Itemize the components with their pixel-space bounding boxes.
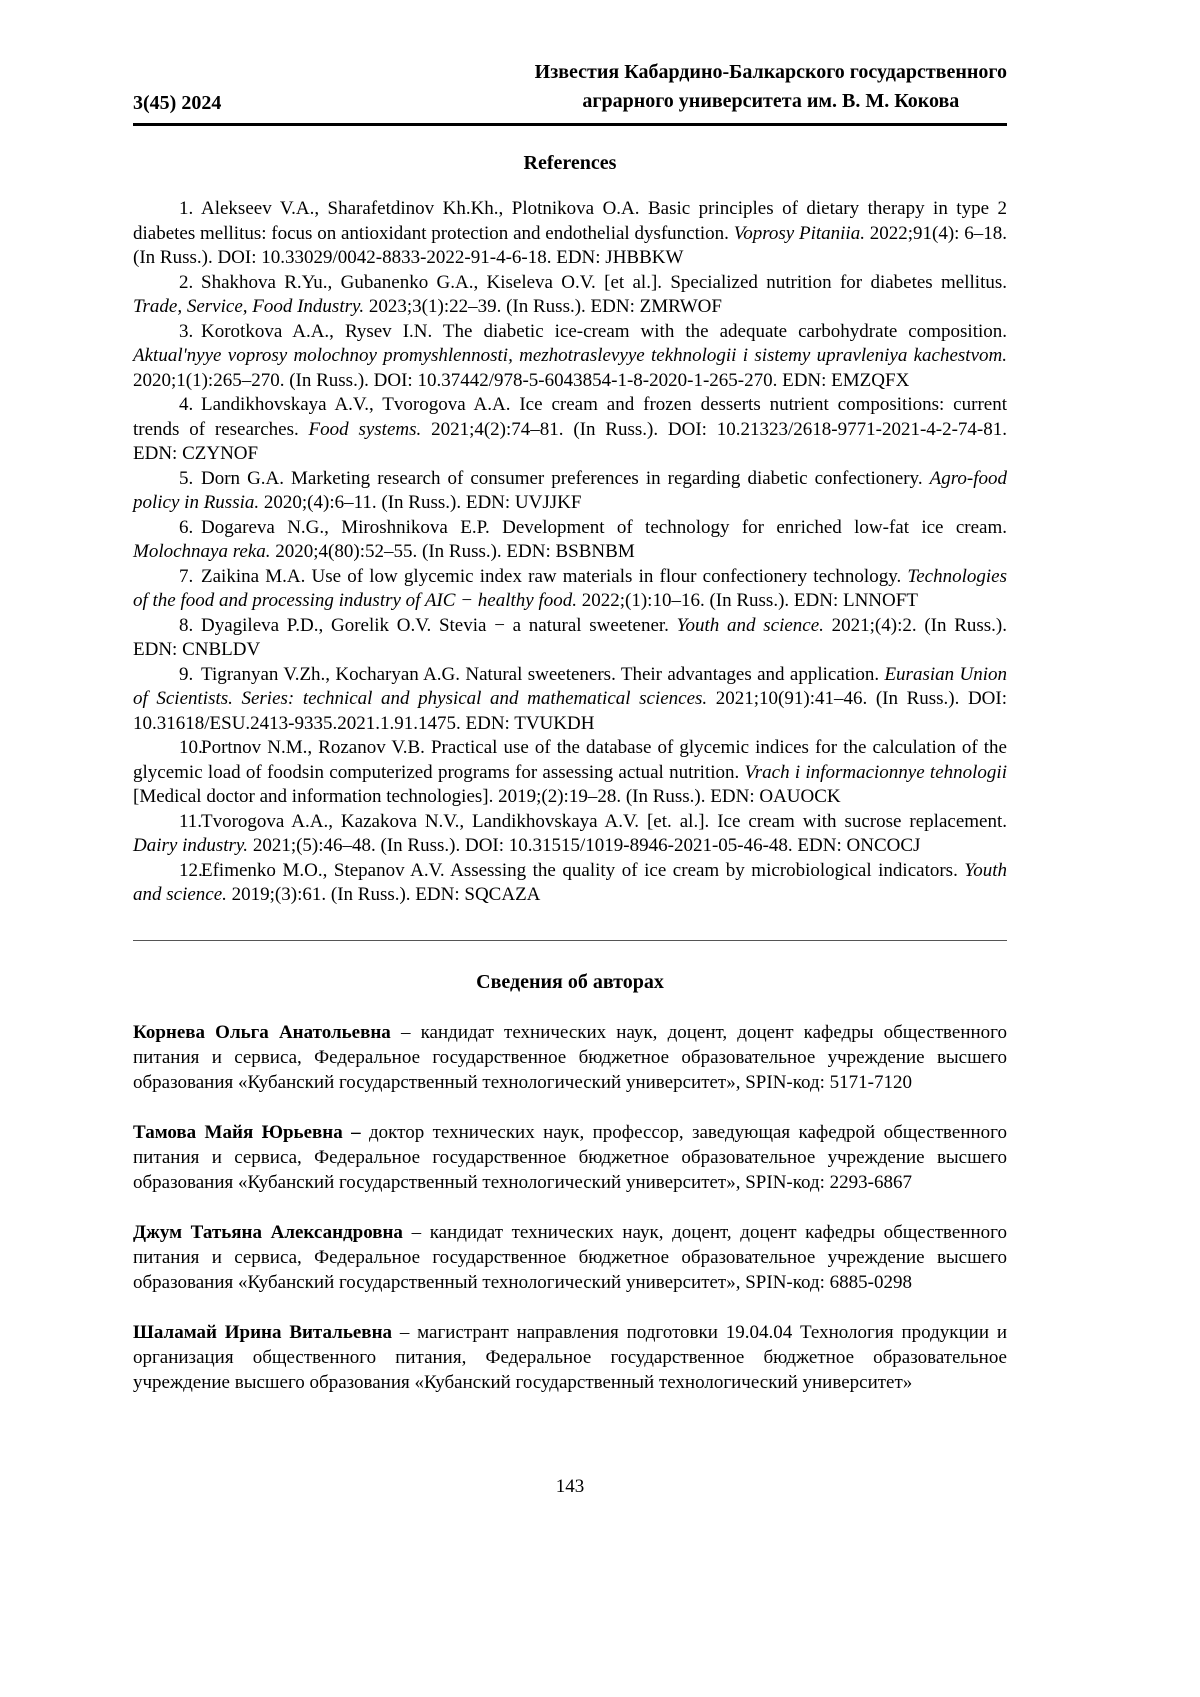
reference-item xyxy=(133,467,1007,516)
references-heading: References xyxy=(523,152,617,174)
journal-name: Food systems. xyxy=(308,418,422,440)
author-name: Тамова Майя Юрьевна – xyxy=(133,1121,370,1143)
reference-number: 2. xyxy=(179,271,194,293)
journal-name: Vrach i informacionnye tehnologii xyxy=(744,761,1007,783)
reference-item xyxy=(133,736,1007,810)
text-segment: Shakhova R.Yu., Gubanenko G.A., Kiseleva O.V. [et al.]. Specialized nutrition for diabetes mellitus. xyxy=(201,271,1007,293)
page-header xyxy=(133,58,1007,116)
author-item xyxy=(133,1220,1007,1295)
text-segment: 2019;(3):61. (In Russ.). EDN: SQCAZA xyxy=(226,884,541,905)
reference-item xyxy=(133,197,1007,271)
journal-name: Technologies of the food and processing industry of AIC − healthy food. xyxy=(133,565,1007,611)
text-segment: доктор технических наук, профессор, заведующая кафедрой общественного питания и сервиса, Федеральное государственное бюджетное образовательное учреждение высшего образования «Кубанский государственный технологический университет», SPIN-код: 2293-6867 xyxy=(133,1121,1007,1193)
header-rule xyxy=(133,123,1007,126)
journal-name: Molochnaya reka. xyxy=(133,541,271,562)
reference-item xyxy=(133,859,1007,908)
journal-title-line2: аграрного университета им. В. М. Кокова xyxy=(582,90,960,112)
reference-number: 1. xyxy=(179,198,194,219)
page-footer xyxy=(133,1476,1007,1498)
journal-title xyxy=(535,58,1007,116)
author-item xyxy=(133,1120,1007,1195)
text-segment: 2021;4(2):74–81. (In Russ.). DOI: 10.21323/2618-9771-2021-4-2-74-81. EDN: CZYNOF xyxy=(133,418,1007,464)
text-segment: 2020;4(80):52–55. (In Russ.). EDN: BSBNBM xyxy=(270,541,635,562)
journal-name: Agro-food policy in Russia. xyxy=(133,467,1007,513)
reference-number: 12. xyxy=(179,859,203,881)
journal-name: Voprosy Pitaniia. xyxy=(733,222,865,244)
reference-number: 3. xyxy=(179,320,194,342)
text-segment: [Medical doctor and information technologies]. 2019;(2):19–28. (In Russ.). EDN: OAUOCK xyxy=(133,786,841,807)
page-number: 143 xyxy=(555,1476,585,1497)
reference-number: 9. xyxy=(179,663,194,685)
text-segment: – кандидат технических наук, доцент, доцент кафедры общественного питания и сервиса, Федеральное государственное бюджетное образовательное учреждение высшего образования «Кубанский государственный технологический университет», SPIN-код: 5171-7120 xyxy=(133,1021,1008,1093)
text-segment: Korotkova A.A., Rysev I.N. The diabetic ice-cream with the adequate carbohydrate composition. xyxy=(201,320,1007,342)
text-segment: Tvorogova A.A., Kazakova N.V., Landikhovskaya A.V. [et. al.]. Ice cream with sucrose replacement. xyxy=(201,810,1007,832)
text-segment: – магистрант направления подготовки 19.04.04 Технология продукции и организация общественного питания, Федеральное государственное бюджетное образовательное учреждение высшего образования «Кубанский государственный технологический университет» xyxy=(133,1321,1007,1393)
reference-number: 8. xyxy=(179,614,194,636)
journal-name: Aktual'nyye voprosy molochnoy promyshlennosti, mezhotraslevyye tekhnologii i sistemy upravleniya kachestvom. xyxy=(133,345,1007,366)
text-segment: 2021;10(91):41–46. (In Russ.). DOI: 10.31618/ESU.2413-9335.2021.1.91.1475. EDN: TVUKDH xyxy=(133,688,1007,734)
journal-name: Trade, Service, Food Industry. xyxy=(133,296,365,317)
section-divider xyxy=(133,940,1007,941)
text-segment: 2021;(4):2. (In Russ.). EDN: CNBLDV xyxy=(133,614,1008,660)
reference-item xyxy=(133,663,1007,737)
author-name: Корнева Ольга Анатольевна xyxy=(133,1021,391,1043)
reference-item xyxy=(133,393,1007,467)
reference-number: 7. xyxy=(179,565,194,587)
reference-item xyxy=(133,516,1007,565)
text-segment: Dorn G.A. Marketing research of consumer preferences in regarding diabetic confectionery. xyxy=(201,467,930,489)
text-segment: 2022;(1):10–16. (In Russ.). EDN: LNNOFT xyxy=(577,590,918,611)
reference-item xyxy=(133,271,1007,320)
references-list xyxy=(133,197,1007,908)
text-segment: 2020;(4):6–11. (In Russ.). EDN: UVJJKF xyxy=(259,492,582,513)
text-segment: Alekseev V.A., Sharafetdinov Kh.Kh., Plotnikova O.A. Basic principles of dietary therapy in type 2 diabetes mellitus: focus on antioxidant protection and endothelial dysfunction. xyxy=(133,198,1007,244)
reference-item xyxy=(133,320,1007,394)
reference-number: 11. xyxy=(179,810,203,832)
author-name: Джум Татьяна Александровна xyxy=(133,1221,403,1243)
journal-name: Dairy industry. xyxy=(133,835,249,856)
reference-item xyxy=(133,614,1007,663)
journal-title-line1: Известия Кабардино-Балкарского государственного xyxy=(534,61,1007,83)
reference-number: 6. xyxy=(179,516,194,538)
journal-name: Youth and science. xyxy=(676,614,824,636)
reference-item xyxy=(133,810,1007,859)
reference-number: 4. xyxy=(179,394,194,415)
text-segment: 2023;3(1):22–39. (In Russ.). EDN: ZMRWOF xyxy=(364,296,722,317)
issue-number: 3(45) 2024 xyxy=(133,92,222,114)
text-segment: 2020;1(1):265–270. (In Russ.). DOI: 10.37442/978-5-6043854-1-8-2020-1-265-270. EDN: EMZQFX xyxy=(133,369,910,391)
text-segment: Dyagileva P.D., Gorelik O.V. Stevia − a natural sweetener. xyxy=(201,614,677,636)
text-segment: Tigranyan V.Zh., Kocharyan A.G. Natural sweeteners. Their advantages and application. xyxy=(201,663,885,685)
reference-item xyxy=(133,565,1007,614)
author-item xyxy=(133,1020,1007,1095)
text-segment: Zaikina M.A. Use of low glycemic index raw materials in flour confectionery technology. xyxy=(201,565,908,587)
text-segment: – кандидат технических наук, доцент, доцент кафедры общественного питания и сервиса, Федеральное государственное бюджетное образовательное учреждение высшего образования «Кубанский государственный технологический университет», SPIN-код: 6885-0298 xyxy=(133,1221,1008,1293)
journal-name: Eurasian Union of Scientists. Series: technical and physical and mathematical sciences. xyxy=(133,663,1007,709)
author-item xyxy=(133,1320,1007,1395)
text-segment: Dogareva N.G., Miroshnikova E.P. Development of technology for enriched low-fat ice cream. xyxy=(201,516,1007,538)
reference-number: 5. xyxy=(179,467,194,489)
text-segment: 2022;91(4): 6–18. (In Russ.). DOI: 10.33029/0042-8833-2022-91-4-6-18. EDN: JHBBKW xyxy=(133,222,1007,268)
text-segment: 2021;(5):46–48. (In Russ.). DOI: 10.31515/1019-8946-2021-05-46-48. EDN: ONCOCJ xyxy=(248,835,921,856)
journal-name: Youth and science. xyxy=(133,859,1007,905)
author-name: Шаламай Ирина Витальевна xyxy=(133,1321,393,1343)
reference-number: 10. xyxy=(179,737,203,758)
authors-list xyxy=(133,1020,1007,1395)
text-segment: Efimenko M.O., Stepanov A.V. Assessing the quality of ice cream by microbiological indicators. xyxy=(201,859,965,881)
text-segment: Portnov N.M., Rozanov V.B. Practical use of the database of glycemic indices for the calculation of the glycemic load of foodsin computerized programs for assessing actual nutrition. xyxy=(133,737,1007,783)
authors-heading: Сведения об авторах xyxy=(476,970,664,993)
text-segment: Landikhovskaya A.V., Tvorogova A.A. Ice cream and frozen desserts nutrient compositions: current trends of researches. xyxy=(133,394,1007,440)
